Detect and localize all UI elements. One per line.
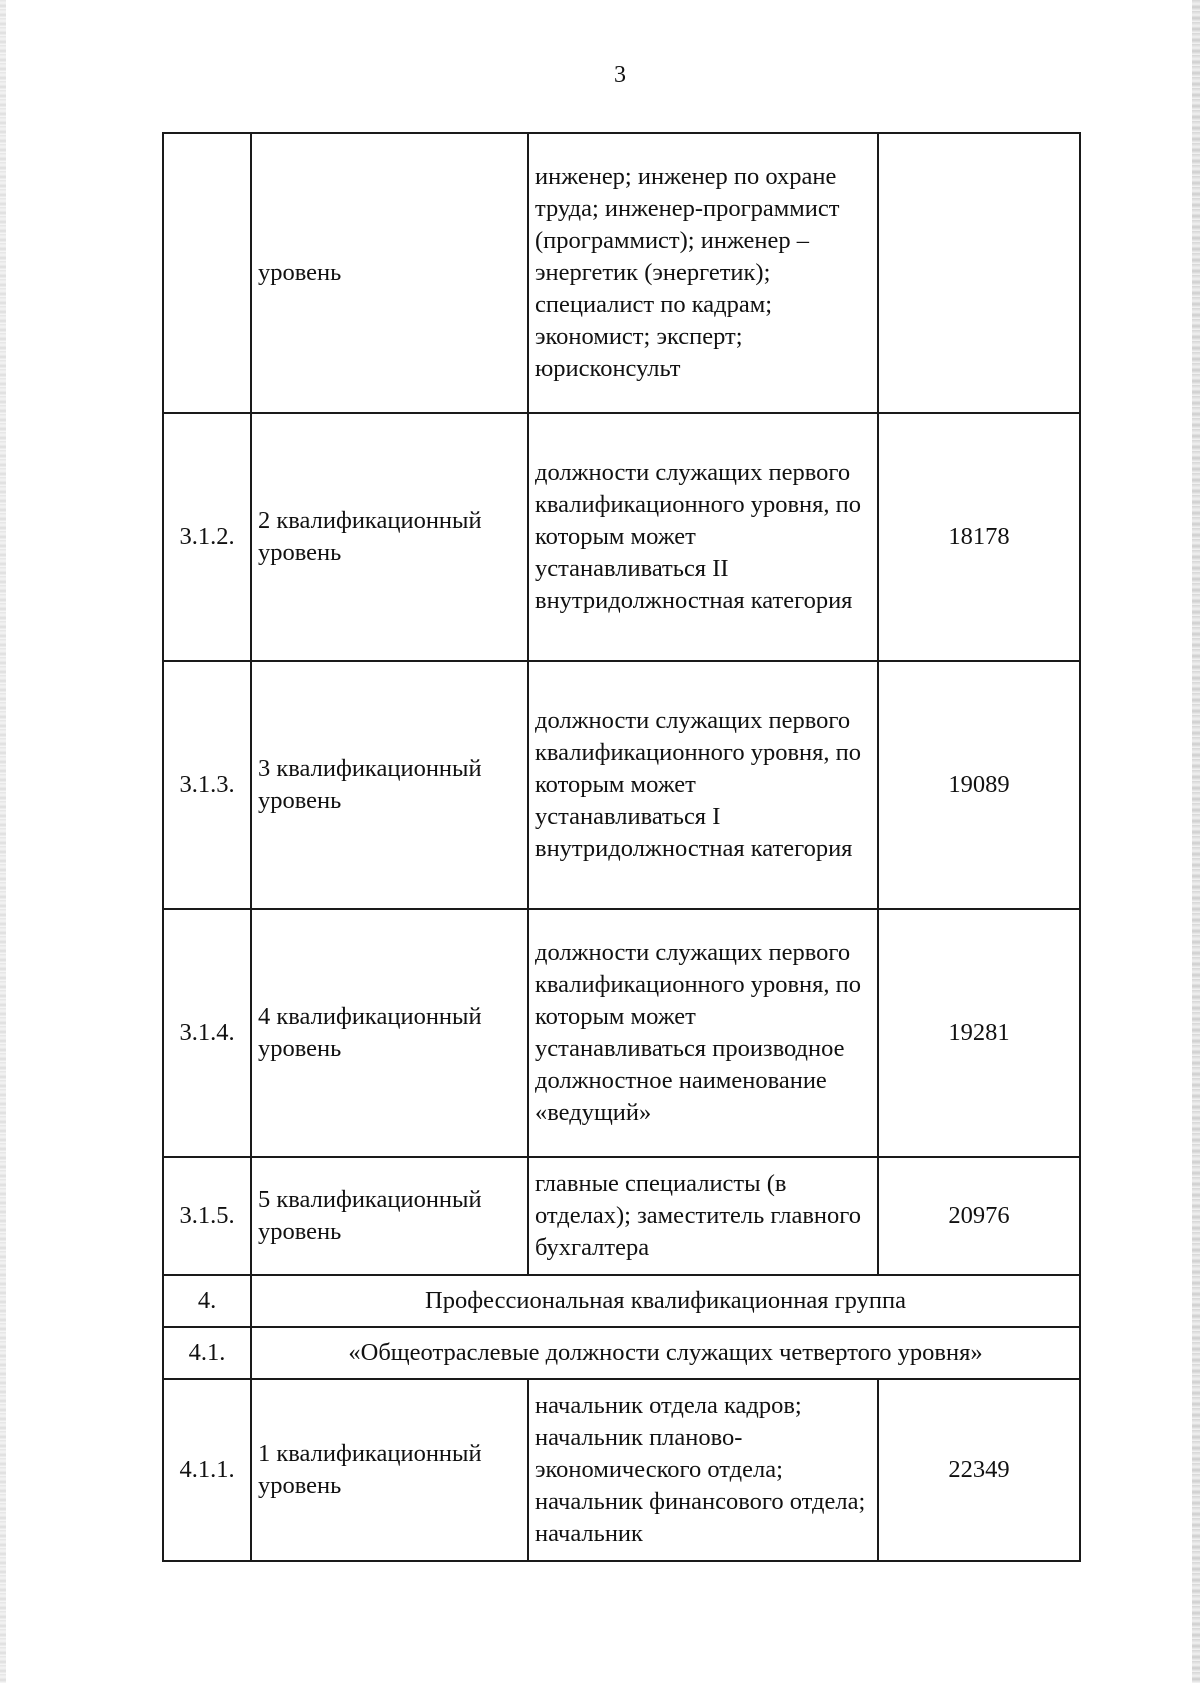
- row-number: 4.1.1.: [163, 1379, 251, 1561]
- row-number: [163, 133, 251, 413]
- positions-cell: инженер; инженер по охране труда; инженер-программист (программист); инженер – энергетик (энергетик); специалист по кадрам; экономист; эксперт; юрисконсульт: [528, 133, 878, 413]
- salary-cell: 18178: [878, 413, 1080, 661]
- salary-cell: 19089: [878, 661, 1080, 909]
- salary-cell: [878, 133, 1080, 413]
- row-number: 3.1.4.: [163, 909, 251, 1157]
- table-row: [163, 1157, 1080, 1275]
- subgroup-title: «Общеотраслевые должности служащих четвертого уровня»: [251, 1327, 1080, 1379]
- positions-cell: должности служащих первого квалификационного уровня, по которым может устанавливаться I внутридолжностная категория: [528, 661, 878, 909]
- group-number: 4.: [163, 1275, 251, 1327]
- level-cell: 2 квалификационный уровень: [251, 413, 528, 661]
- group-row: [163, 1275, 1080, 1327]
- level-cell: 5 квалификационный уровень: [251, 1157, 528, 1275]
- row-number: 3.1.5.: [163, 1157, 251, 1275]
- qualification-table: [162, 132, 1081, 1562]
- page-number: 3: [614, 62, 626, 88]
- salary-cell: 20976: [878, 1157, 1080, 1275]
- salary-cell: 22349: [878, 1379, 1080, 1561]
- table-row: [163, 1379, 1080, 1561]
- level-cell: 4 квалификационный уровень: [251, 909, 528, 1157]
- row-number: 3.1.2.: [163, 413, 251, 661]
- positions-cell: главные специалисты (в отделах); заместитель главного бухгалтера: [528, 1157, 878, 1275]
- table-row: [163, 909, 1080, 1157]
- positions-cell: должности служащих первого квалификационного уровня, по которым может устанавливаться II внутридолжностная категория: [528, 413, 878, 661]
- positions-cell: должности служащих первого квалификационного уровня, по которым может устанавливаться производное должностное наименование «ведущий»: [528, 909, 878, 1157]
- scan-edge-left: [0, 0, 6, 1683]
- subgroup-row: [163, 1327, 1080, 1379]
- row-number: 3.1.3.: [163, 661, 251, 909]
- table-row: [163, 133, 1080, 413]
- level-cell: 1 квалификационный уровень: [251, 1379, 528, 1561]
- level-cell: уровень: [251, 133, 528, 413]
- group-title: Профессиональная квалификационная группа: [251, 1275, 1080, 1327]
- subgroup-number: 4.1.: [163, 1327, 251, 1379]
- table-row: [163, 661, 1080, 909]
- positions-cell: начальник отдела кадров; начальник планово-экономического отдела; начальник финансового отдела; начальник: [528, 1379, 878, 1561]
- salary-cell: 19281: [878, 909, 1080, 1157]
- level-cell: 3 квалификационный уровень: [251, 661, 528, 909]
- scan-edge-right: [1192, 0, 1200, 1683]
- table-row: [163, 413, 1080, 661]
